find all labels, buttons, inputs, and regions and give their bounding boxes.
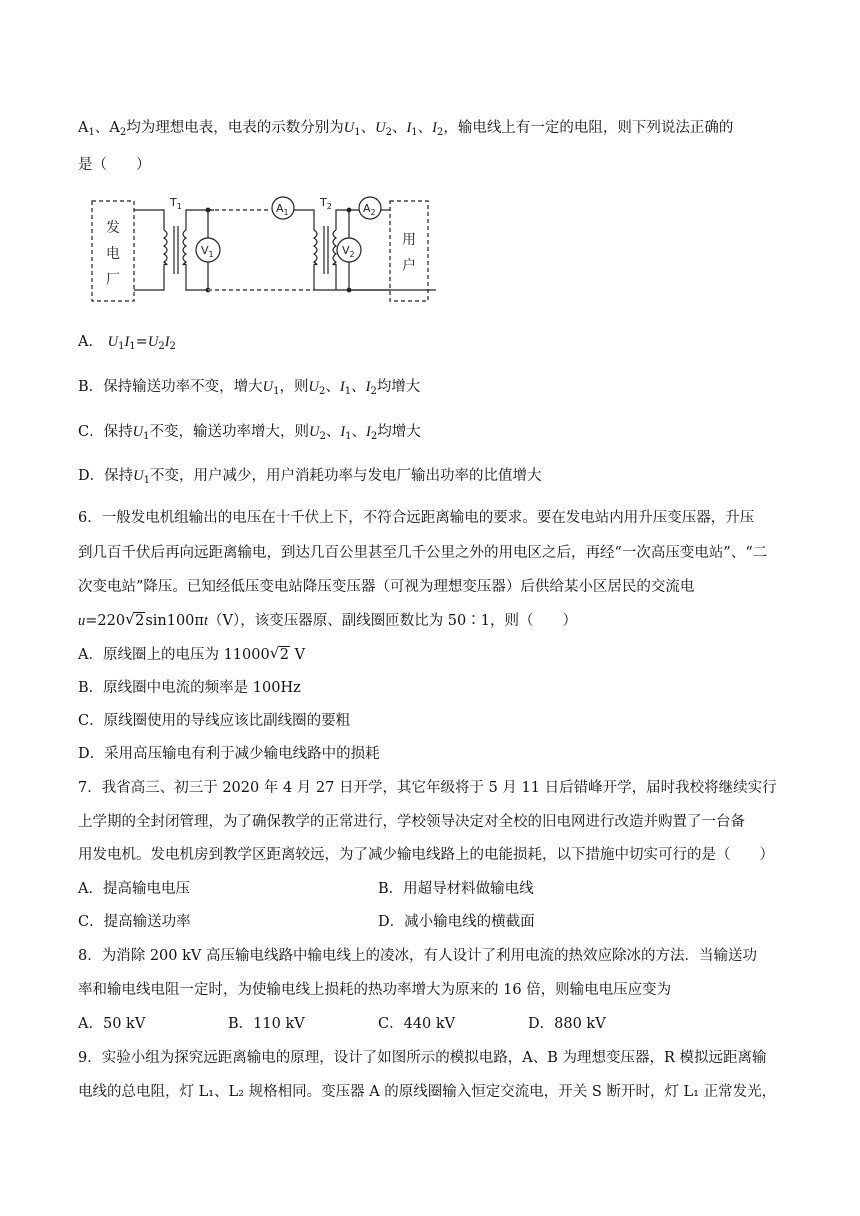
q9-line-2: 电线的总电阻，灯 L₁、L₂ 规格相同。变压器 A 的原线圈输入恒定交流电，开关 S 断开时，灯 L₁ 正常发光，	[78, 1084, 777, 1100]
user-char-1: 用	[402, 232, 416, 248]
q8-option-c: C．440 kV	[378, 1016, 456, 1032]
q6-line-4: u=220 √ 2sin100πt（V），该变压器原、副线圈匝数比为 50∶1，则（ ）	[78, 610, 577, 629]
q6-option-a: A．原线圈上的电压为 11000 √ 2 V	[78, 644, 306, 663]
a2-label: $A_2$	[363, 202, 376, 217]
q7-line-1: 7．我省高三、初三于 2020 年 4 月 27 日开学，其它年级将于 5 月 11 日后错峰开学，届时我校将继续实行	[78, 780, 777, 796]
q7-line-2: 上学期的全封闭管理，为了确保教学的正常进行，学校领导决定对全校的旧电网进行改造并购置了一台备	[78, 814, 745, 830]
q6-option-c: C．原线圈使用的导线应该比副线圈的要粗	[78, 713, 351, 729]
t1-secondary-coil	[183, 230, 186, 265]
q5-option-c: C．保持$U_1$不变，输送功率增大，则$U_2$、$I_1$、$I_2$均增大	[78, 424, 421, 442]
q5-option-b: B．保持输送功率不变，增大$U_1$，则$U_2$、$I_1$、$I_2$均增大	[78, 379, 421, 397]
q8-option-a: A．50 kV	[78, 1016, 146, 1032]
q8-option-b: B．110 kV	[228, 1016, 305, 1032]
a1-label: $A_1$	[276, 202, 289, 217]
t2-secondary-coil	[333, 230, 336, 265]
power-plant-char-1: 发	[106, 220, 120, 236]
q5-option-a: A． $U_1I_1=U_2I_2$	[78, 334, 176, 352]
intro-line-1: $A_1$、$A_2$均为理想电表，电表的示数分别为$U_1$、$U_2$、$I_1$、$I_2$，输电线上有一定的电阻，则下列说法正确的	[78, 120, 734, 138]
q7-option-c: C．提高输送功率	[78, 914, 191, 930]
t1-primary-coil	[164, 230, 167, 265]
power-plant-char-3: 厂	[106, 272, 120, 288]
q6-line-2: 到几百千伏后再向远距离输电，到达几百公里甚至几千公里之外的用电区之后，再经“一次高压变电站”、“二	[78, 545, 768, 561]
q7-option-b: B．用超导材料做输电线	[378, 881, 534, 897]
t2-primary-coil	[314, 230, 317, 265]
q8-line-1: 8．为消除 200 kV 高压输电线路中输电线上的凌冰，有人设计了利用电流的热效应除冰的方法．当输送功	[78, 948, 757, 964]
q6-option-d: D．采用高压输电有利于减少输电线路中的损耗	[78, 746, 380, 762]
q6-option-b: B．原线圈中电流的频率是 100Hz	[78, 680, 301, 696]
t2-label: $T_2$	[320, 196, 332, 211]
power-plant-char-2: 电	[106, 246, 120, 262]
v2-label: $V_2$	[342, 244, 355, 259]
q6-line-1: 6．一般发电机组输出的电压在十千伏上下，不符合远距离输电的要求。要在发电站内用升压变压器，升压	[78, 510, 755, 526]
q8-option-d: D．880 kV	[528, 1016, 606, 1032]
q7-option-a: A．提高输电电压	[78, 881, 190, 897]
v1-label: $V_1$	[201, 244, 214, 259]
q7-line-3: 用发电机。发电机房到教学区距离较远，为了减少输电线路上的电能损耗，以下措施中切实可行的是（ ）	[78, 847, 774, 863]
user-char-2: 户	[402, 258, 416, 274]
q7-option-d: D．减小输电线的横截面	[378, 914, 535, 930]
q6-line-3: 次变电站”降压。已知经低压变电站降压变压器（可视为理想变压器）后供给某小区居民的交流电	[78, 579, 695, 595]
intro-line-2: 是（ ）	[78, 157, 151, 173]
q8-line-2: 率和输电线电阻一定时，为使输电线上损耗的热功率增大为原来的 16 倍，则输电电压应变为	[78, 982, 672, 998]
transmission-circuit-diagram	[86, 192, 436, 304]
t1-label: $T_1$	[170, 196, 182, 211]
q5-option-d: D．保持$U_1$不变，用户减少，用户消耗功率与发电厂输出功率的比值增大	[78, 468, 542, 486]
user-box	[390, 201, 428, 301]
q9-line-1: 9．实验小组为探究远距离输电的原理，设计了如图所示的模拟电路，A、B 为理想变压器，R 模拟远距离输	[78, 1050, 767, 1066]
